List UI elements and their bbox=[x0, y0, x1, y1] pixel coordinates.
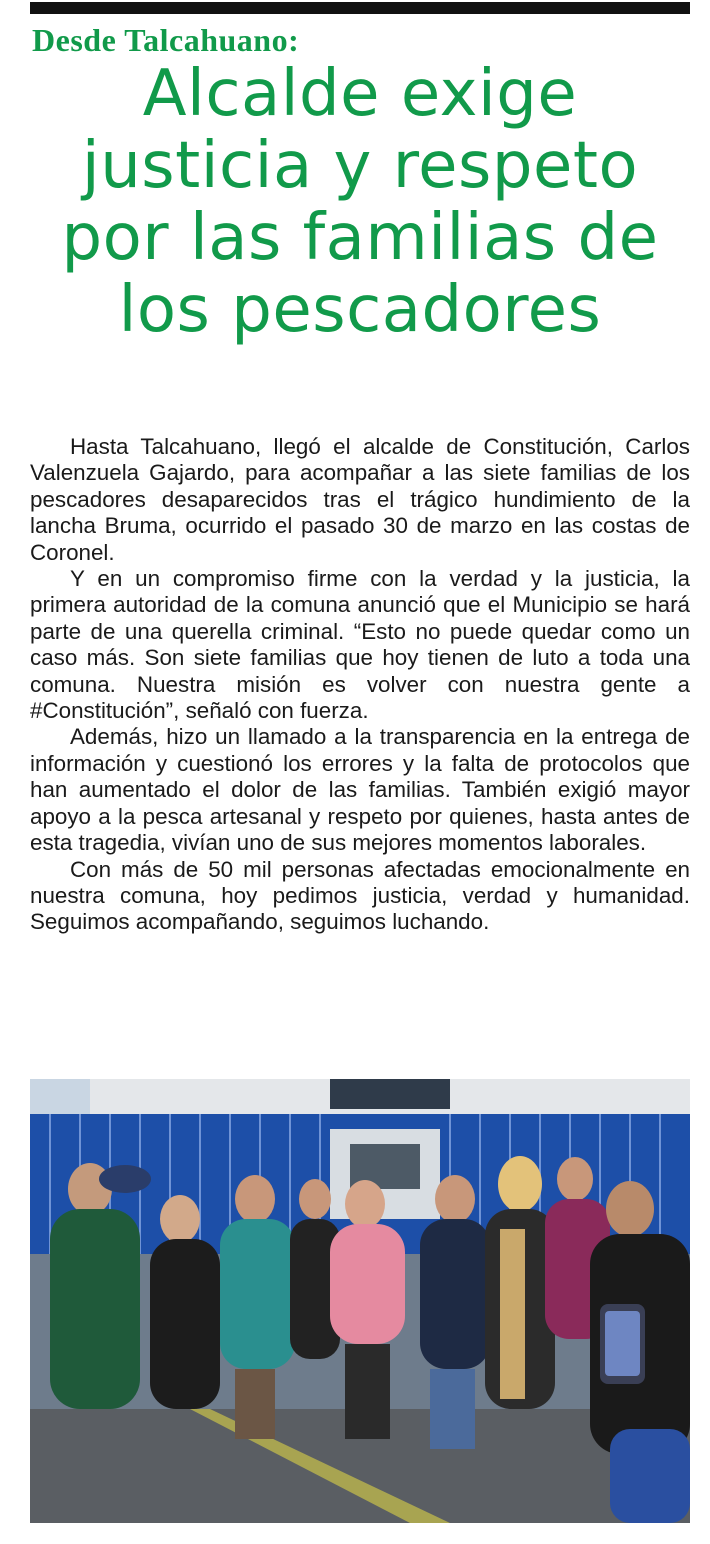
headline: Alcalde exige justicia y respeto por las familias de los pescadores bbox=[61, 57, 659, 347]
top-rule bbox=[30, 2, 690, 14]
paragraph-2: Y en un compromiso firme con la verdad y la justicia, la primera autoridad de la comuna anunció que el Municipio se hará parte de una querella criminal. “Esto no puede quedar como un caso más. Son siete familias que hoy tienen de luto a toda una comuna. Nuestra misión es volver con nuestra gente a #Constitución”, señaló con fuerza. bbox=[30, 566, 690, 724]
kicker: Desde Talcahuano: bbox=[32, 22, 300, 58]
paragraph-1: Hasta Talcahuano, llegó el alcalde de Constitución, Carlos Valenzuela Gajardo, para acompañar a las siete familias de los pescadores desaparecidos tras el trágico hundimiento de la lancha Bruma, ocurrido el pasado 30 de marzo en las costas de Coronel. bbox=[30, 434, 690, 565]
news-photo bbox=[30, 1079, 690, 1523]
paragraph-3: Además, hizo un llamado a la transparencia en la entrega de información y cuestionó los errores y la falta de protocolos que han aumentado el dolor de las familias. También exigió mayor apoyo a la pesca artesanal y respeto por quienes, hasta antes de esta tragedia, vivían uno de sus mejores momentos laborales. bbox=[30, 724, 690, 856]
article-body bbox=[30, 434, 690, 936]
paragraph-4: Con más de 50 mil personas afectadas emocionalmente en nuestra comuna, hoy pedimos justicia, verdad y humanidad. Seguimos acompañando, seguimos luchando. bbox=[30, 856, 690, 935]
